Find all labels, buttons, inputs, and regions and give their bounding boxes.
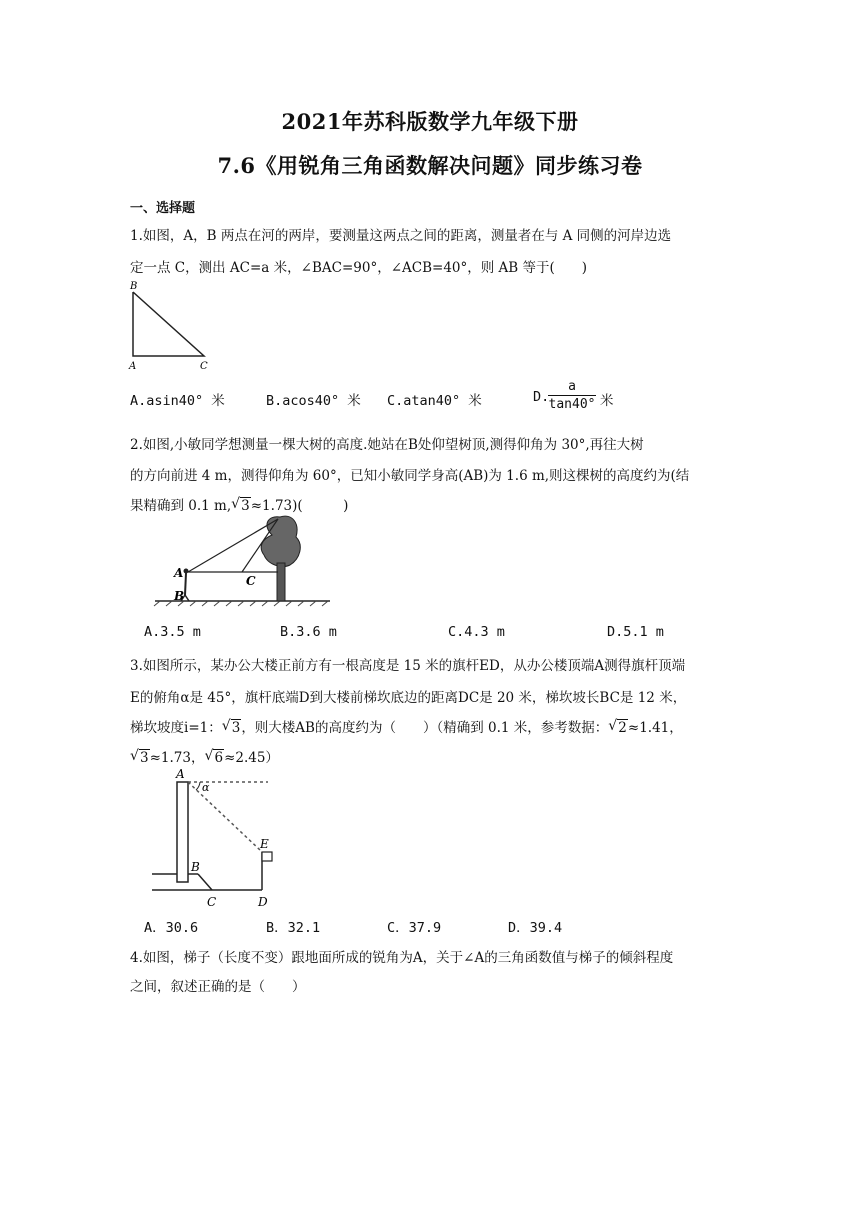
q2-figure-tree — [150, 515, 335, 607]
sqrt-symbol: √ 3 — [231, 496, 250, 514]
q1-label-a: A — [129, 361, 137, 372]
section-heading: 一、选择题 — [130, 201, 196, 216]
worksheet-subtitle: 7.6《用锐角三角函数解决问题》同步练习卷 — [217, 153, 643, 178]
q3-option-b: B．32.1 — [266, 920, 321, 936]
q1-text-line1: 1.如图，A，B 两点在河的两岸，要测量这两点之间的距离，测量者在与 A 同侧的河岸边选 — [130, 228, 672, 244]
q3-label-e: E — [260, 837, 269, 851]
q2-option-a: A.3.5 m — [144, 624, 201, 640]
sqrt-symbol: √ 6 — [204, 748, 224, 766]
q1-option-d-prefix: D. — [533, 389, 550, 405]
q1-label-c: C — [200, 361, 208, 372]
q4-text-line1: 4.如图，梯子（长度不变）跟地面所成的锐角为A，关于∠A的三角函数值与梯子的倾斜程度 — [130, 950, 674, 966]
q1-option-d-fraction — [548, 379, 596, 412]
q2-label-b: B — [174, 589, 185, 603]
q2-option-b: B.3.6 m — [280, 624, 337, 640]
q3-label-b: B — [191, 860, 200, 874]
q3-text-line1: 3.如图所示，某办公大楼正前方有一根高度是 15 米的旗杆ED，从办公楼顶端A测得旗杆顶端 — [130, 658, 686, 674]
q3-label-alpha: α — [202, 781, 210, 794]
q1-option-a: A.asin40° 米 — [130, 393, 225, 409]
q1-figure-right-triangle — [126, 280, 216, 372]
q2-text-line3: 果精确到 0.1 m, √ 3≈1.73)( ) — [130, 496, 349, 514]
q3-figure-building — [150, 764, 280, 909]
q3-label-c: C — [207, 895, 217, 909]
q1-option-b: B.acos40° 米 — [266, 393, 361, 409]
q1-option-c: C.atan40° 米 — [387, 393, 482, 409]
q3-option-d: D．39.4 — [508, 920, 563, 936]
q2-option-c: C.4.3 m — [448, 624, 505, 640]
q2-text-line1: 2.如图,小敏同学想测量一棵大树的高度.她站在B处仰望树顶,测得仰角为 30°,再往大树 — [130, 437, 644, 453]
q2-option-d: D.5.1 m — [607, 624, 664, 640]
q3-label-d: D — [258, 895, 268, 909]
worksheet-title: 2021年苏科版数学九年级下册 — [281, 109, 579, 134]
q1-option-d-denominator: tan40° — [548, 397, 596, 412]
q2-text-line2: 的方向前进 4 m，测得仰角为 60°，已知小敏同学身高(AB)为 1.6 m,则这棵树的高度约为(结 — [130, 468, 690, 484]
q3-label-a: A — [176, 767, 185, 781]
q3-text-line2: E的俯角α是 45°，旗杆底端D到大楼前梯坎底边的距离DC是 20 米，梯坎坡长BC是 12 米， — [130, 690, 687, 706]
sqrt-symbol: √ 3 — [130, 748, 149, 766]
q1-option-d-numerator: a — [568, 379, 576, 394]
q1-option-d-suffix: 米 — [600, 393, 614, 409]
sqrt-symbol: √ 3 — [221, 718, 241, 736]
q2-label-c: C — [246, 574, 256, 588]
q1-label-b: B — [130, 281, 138, 292]
q3-text-line3: 梯坎坡度i=1： √ 3，则大楼AB的高度约为（ ）（精确到 0.1 米，参考数据： √ 2≈1.41， — [130, 718, 683, 736]
sqrt-symbol: √ 2 — [608, 718, 627, 736]
q3-option-c: C．37.9 — [387, 920, 442, 936]
q2-label-a: A — [174, 566, 184, 580]
q3-text-line4: √ 3≈1.73， √ 6≈2.45） — [130, 748, 279, 766]
q1-text-line2: 定一点 C，测出 AC=a 米，∠BAC=90°，∠ACB=40°，则 AB 等于( ) — [130, 260, 588, 276]
q4-text-line2: 之间，叙述正确的是（ ） — [130, 979, 306, 995]
q3-option-a: A．30.6 — [144, 920, 199, 936]
